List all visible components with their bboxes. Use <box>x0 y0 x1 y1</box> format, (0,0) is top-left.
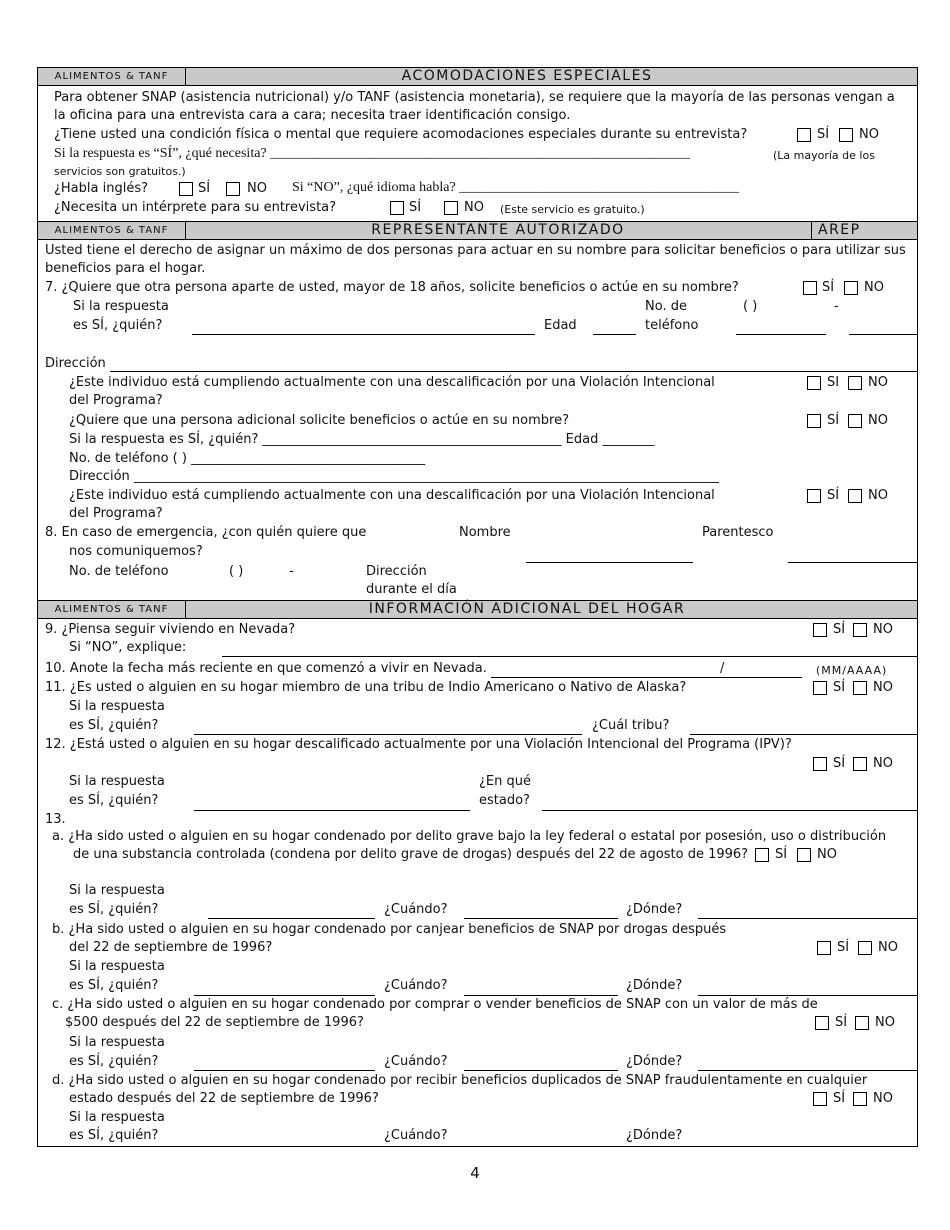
option-label: SÍ <box>833 756 846 771</box>
question-ipv: del Programa? <box>69 393 163 408</box>
field-label: es SÍ, ¿quién? <box>69 902 159 917</box>
option-label: SÍ <box>835 1015 848 1030</box>
q12-who-line[interactable] <box>194 810 470 811</box>
question-8: nos comuniquemos? <box>69 544 203 559</box>
q13a-where-line[interactable] <box>698 918 918 919</box>
q13b-where-line[interactable] <box>698 995 918 996</box>
phone-paren: ( ) <box>229 564 244 579</box>
question-8: 8. En caso de emergencia, ¿con quién quiere que <box>45 525 367 540</box>
checkbox-q12-no[interactable] <box>853 757 867 771</box>
field-label: estado? <box>479 793 530 808</box>
option-label: NO <box>873 1091 893 1106</box>
section-title: REPRESENTANTE AUTORIZADO <box>371 222 625 238</box>
field-label: ¿Dónde? <box>626 1054 683 1069</box>
field-label: es SÍ, ¿quién? <box>69 1054 159 1069</box>
field-label: Si la respuesta <box>73 299 169 314</box>
option-label: NO <box>464 200 484 215</box>
question-13d: d. ¿Ha sido usted o alguien en su hogar condenado por recibir beneficios duplicados de SNAP fraudulentamente en cualquier <box>52 1073 868 1088</box>
additional-who[interactable]: Si la respuesta es SÍ, ¿quién? ______________________________________________ Edad ________ <box>69 432 655 447</box>
option-label: NO <box>247 181 267 196</box>
rep-phone-line[interactable] <box>849 334 918 335</box>
question-13a: a. ¿Ha sido usted o alguien en su hogar condenado por delito grave bajo la ley federal o estatal por posesión, uso o distribución <box>52 829 887 844</box>
field-label: ¿Dónde? <box>626 902 683 917</box>
emergency-name-line[interactable] <box>526 562 693 563</box>
option-label: SÍ <box>833 1091 846 1106</box>
option-label: SÍ <box>817 127 830 142</box>
checkbox-q11-yes[interactable] <box>813 681 827 695</box>
field-label: es SÍ, ¿quién? <box>69 1128 159 1143</box>
question-12: 12. ¿Está usted o alguien en su hogar descalificado actualmente por una Violación Intencional del Programa (IPV)? <box>45 737 792 752</box>
field-label: Parentesco <box>702 525 774 540</box>
q13b-who-line[interactable] <box>194 995 375 996</box>
rep-phone-line[interactable] <box>736 334 826 335</box>
q11-who-line[interactable] <box>194 734 582 735</box>
option-label: SÍ <box>833 680 846 695</box>
field-label: teléfono <box>645 318 699 333</box>
option-label: NO <box>817 847 837 862</box>
option-label: NO <box>864 280 884 295</box>
question-language[interactable]: Si “NO”, ¿qué idioma habla? ________________________________________ <box>292 180 740 195</box>
date-slash: / <box>720 661 725 676</box>
question-ipv: ¿Este individuo está cumpliendo actualmente con una descalificación por una Violación Intencional <box>69 488 715 503</box>
question-11: 11. ¿Es usted o alguien en su hogar miembro de una tribu de Indio Americano o Nativo de Alaska? <box>45 680 687 695</box>
field-label: es SÍ, ¿quién? <box>69 718 159 733</box>
checkbox-q13a-no[interactable] <box>797 848 811 862</box>
question-9: 9. ¿Piensa seguir viviendo en Nevada? <box>45 622 296 637</box>
question-interpreter: ¿Necesita un intérprete para su entrevista? <box>54 200 337 215</box>
field-label: Si la respuesta <box>69 1110 165 1125</box>
rep-age-line[interactable] <box>593 334 636 335</box>
question-13d: estado después del 22 de septiembre de 1996? <box>69 1091 379 1106</box>
checkbox-ipv1-no[interactable] <box>848 376 862 390</box>
section-title: INFORMACIÓN ADICIONAL DEL HOGAR <box>368 601 686 617</box>
q13a-who-line[interactable] <box>208 918 375 919</box>
option-label: NO <box>868 413 888 428</box>
question-13b: del 22 de septiembre de 1996? <box>69 940 273 955</box>
checkbox-english-yes[interactable] <box>179 182 193 196</box>
field-label: Si la respuesta <box>69 774 165 789</box>
checkbox-q13c-no[interactable] <box>855 1016 869 1030</box>
option-label: SI <box>827 375 840 390</box>
intro-text: Usted tiene el derecho de asignar un máximo de dos personas para actuar en su nombre para solicitar beneficios o para utilizar sus <box>45 243 906 258</box>
checkbox-condition-no[interactable] <box>839 128 853 142</box>
section-header-household <box>37 600 918 619</box>
checkbox-q13c-yes[interactable] <box>815 1016 829 1030</box>
q9-explain-line[interactable] <box>222 656 918 657</box>
checkbox-q13d-yes[interactable] <box>813 1092 827 1106</box>
program-tag: ALIMENTOS & TANF <box>38 68 186 85</box>
program-tag: ALIMENTOS & TANF <box>38 601 186 618</box>
checkbox-ipv1-yes[interactable] <box>807 376 821 390</box>
field-label: Si la respuesta <box>69 959 165 974</box>
checkbox-ipv2-yes[interactable] <box>807 489 821 503</box>
checkbox-additional-no[interactable] <box>848 414 862 428</box>
note-free: (La mayoría de los <box>773 149 875 162</box>
intro-text: la oficina para una entrevista cara a cara; necesita traer identificación consigo. <box>54 108 571 123</box>
rep-address-line[interactable] <box>110 371 918 372</box>
field-label: ¿En qué <box>479 774 531 789</box>
additional-address[interactable]: Dirección __________________________________________________________________________________________ <box>69 469 719 484</box>
additional-phone[interactable]: No. de teléfono ( ) ____________________________________ <box>69 451 426 466</box>
question-13b: b. ¿Ha sido usted o alguien en su hogar condenado por canjear beneficios de SNAP por drogas después <box>52 922 727 937</box>
field-label: Edad <box>544 318 577 333</box>
option-label: NO <box>868 375 888 390</box>
field-label: Si la respuesta <box>69 883 165 898</box>
option-label: SÍ <box>822 280 835 295</box>
field-label: es SÍ, ¿quién? <box>69 793 159 808</box>
field-label: Dirección <box>45 356 106 371</box>
question-13c: c. ¿Ha sido usted o alguien en su hogar condenado por comprar o vender beneficios de SNAP con un valor de más de <box>52 997 818 1012</box>
checkbox-q11-no[interactable] <box>853 681 867 695</box>
option-label: SÍ <box>198 181 211 196</box>
phone-dash: - <box>834 299 839 314</box>
option-label: SÍ <box>409 200 422 215</box>
checkbox-q9-no[interactable] <box>853 623 867 637</box>
question-7: 7. ¿Quiere que otra persona aparte de usted, mayor de 18 años, solicite beneficios o actúe en su nombre? <box>45 280 739 295</box>
checkbox-q13b-yes[interactable] <box>817 941 831 955</box>
note-interpreter: (Este servicio es gratuito.) <box>500 203 645 216</box>
question-ipv: ¿Este individuo está cumpliendo actualmente con una descalificación por una Violación Intencional <box>69 375 715 390</box>
field-label: ¿Cuándo? <box>384 1128 448 1143</box>
q13c-where-line[interactable] <box>698 1070 918 1071</box>
program-tag: ALIMENTOS & TANF <box>38 222 186 239</box>
field-label: ¿Dónde? <box>626 1128 683 1143</box>
option-label: SÍ <box>827 488 840 503</box>
field-label: ¿Cuándo? <box>384 1054 448 1069</box>
field-label: es SÍ, ¿quién? <box>69 978 159 993</box>
question-13c: $500 después del 22 de septiembre de 1996? <box>65 1015 364 1030</box>
option-label: NO <box>873 680 893 695</box>
q12-state-line[interactable] <box>542 810 918 811</box>
checkbox-additional-yes[interactable] <box>807 414 821 428</box>
rep-name-line[interactable] <box>192 334 535 335</box>
section-title: ACOMODACIONES ESPECIALES <box>401 68 653 84</box>
field-label: Dirección <box>366 564 427 579</box>
question-10: 10. Anote la fecha más reciente en que comenzó a vivir en Nevada. <box>45 661 487 676</box>
question-13: 13. <box>45 812 66 827</box>
checkbox-q7-no[interactable] <box>844 281 858 295</box>
field-label: ¿Cuándo? <box>384 978 448 993</box>
checkbox-interpreter-no[interactable] <box>444 201 458 215</box>
section-header-accommodations <box>37 67 918 86</box>
option-label: NO <box>873 622 893 637</box>
date-format: (MM/AAAA) <box>816 664 888 677</box>
phone-paren: ( ) <box>743 299 758 314</box>
phone-dash: - <box>289 564 294 579</box>
q11-tribe-line[interactable] <box>690 734 918 735</box>
question-english: ¿Habla inglés? <box>54 181 148 196</box>
note-free: servicios son gratuitos.) <box>54 165 186 178</box>
checkbox-q13d-no[interactable] <box>853 1092 867 1106</box>
field-label: ¿Cuándo? <box>384 902 448 917</box>
checkbox-ipv2-no[interactable] <box>848 489 862 503</box>
checkbox-q7-yes[interactable] <box>803 281 817 295</box>
checkbox-q13a-yes[interactable] <box>755 848 769 862</box>
field-label: ¿Dónde? <box>626 978 683 993</box>
option-label: SÍ <box>837 940 850 955</box>
q13c-who-line[interactable] <box>194 1070 375 1071</box>
field-label: ¿Cuál tribu? <box>592 718 670 733</box>
field-label: Si la respuesta <box>69 699 165 714</box>
q10-date-line[interactable] <box>491 677 802 678</box>
option-label: NO <box>875 1015 895 1030</box>
option-label: NO <box>859 127 879 142</box>
question-need[interactable]: Si la respuesta es “SÍ”, ¿qué necesita? ____________________________________________________________ <box>54 146 691 161</box>
checkbox-q12-yes[interactable] <box>813 757 827 771</box>
intro-text: Para obtener SNAP (asistencia nutricional) y/o TANF (asistencia monetaria), se requiere que la mayoría de las personas vengan a <box>54 90 895 105</box>
field-label: es SÍ, ¿quién? <box>73 318 163 333</box>
question-condition: ¿Tiene usted una condición física o mental que requiere acomodaciones especiales durante su entrevista? <box>54 127 748 142</box>
option-label: NO <box>868 488 888 503</box>
field-label: Si “NO”, explique: <box>69 640 187 655</box>
option-label: SÍ <box>775 847 788 862</box>
field-label: Si la respuesta <box>69 1035 165 1050</box>
checkbox-q13b-no[interactable] <box>858 941 872 955</box>
page-number: 4 <box>470 1164 480 1182</box>
field-label: No. de teléfono <box>69 564 169 579</box>
emergency-relation-line[interactable] <box>788 562 918 563</box>
q13c-when-line[interactable] <box>464 1070 618 1071</box>
q13a-when-line[interactable] <box>464 918 618 919</box>
question-additional: ¿Quiere que una persona adicional solicite beneficios o actúe en su nombre? <box>69 413 569 428</box>
field-label: No. de <box>645 299 687 314</box>
section-header-representative <box>37 221 918 240</box>
arep-tag: AREP <box>811 222 917 239</box>
option-label: NO <box>873 756 893 771</box>
option-label: NO <box>878 940 898 955</box>
option-label: SÍ <box>827 413 840 428</box>
question-ipv: del Programa? <box>69 506 163 521</box>
field-label: durante el día <box>366 582 457 597</box>
question-13a: de una substancia controlada (condena por delito grave de drogas) después del 22 de agosto de 1996? <box>73 847 749 862</box>
q13b-when-line[interactable] <box>464 995 618 996</box>
intro-text: beneficios para el hogar. <box>45 261 206 276</box>
checkbox-english-no[interactable] <box>226 182 240 196</box>
checkbox-interpreter-yes[interactable] <box>390 201 404 215</box>
checkbox-condition-yes[interactable] <box>797 128 811 142</box>
field-label: Nombre <box>459 525 511 540</box>
option-label: SÍ <box>833 622 846 637</box>
checkbox-q9-yes[interactable] <box>813 623 827 637</box>
